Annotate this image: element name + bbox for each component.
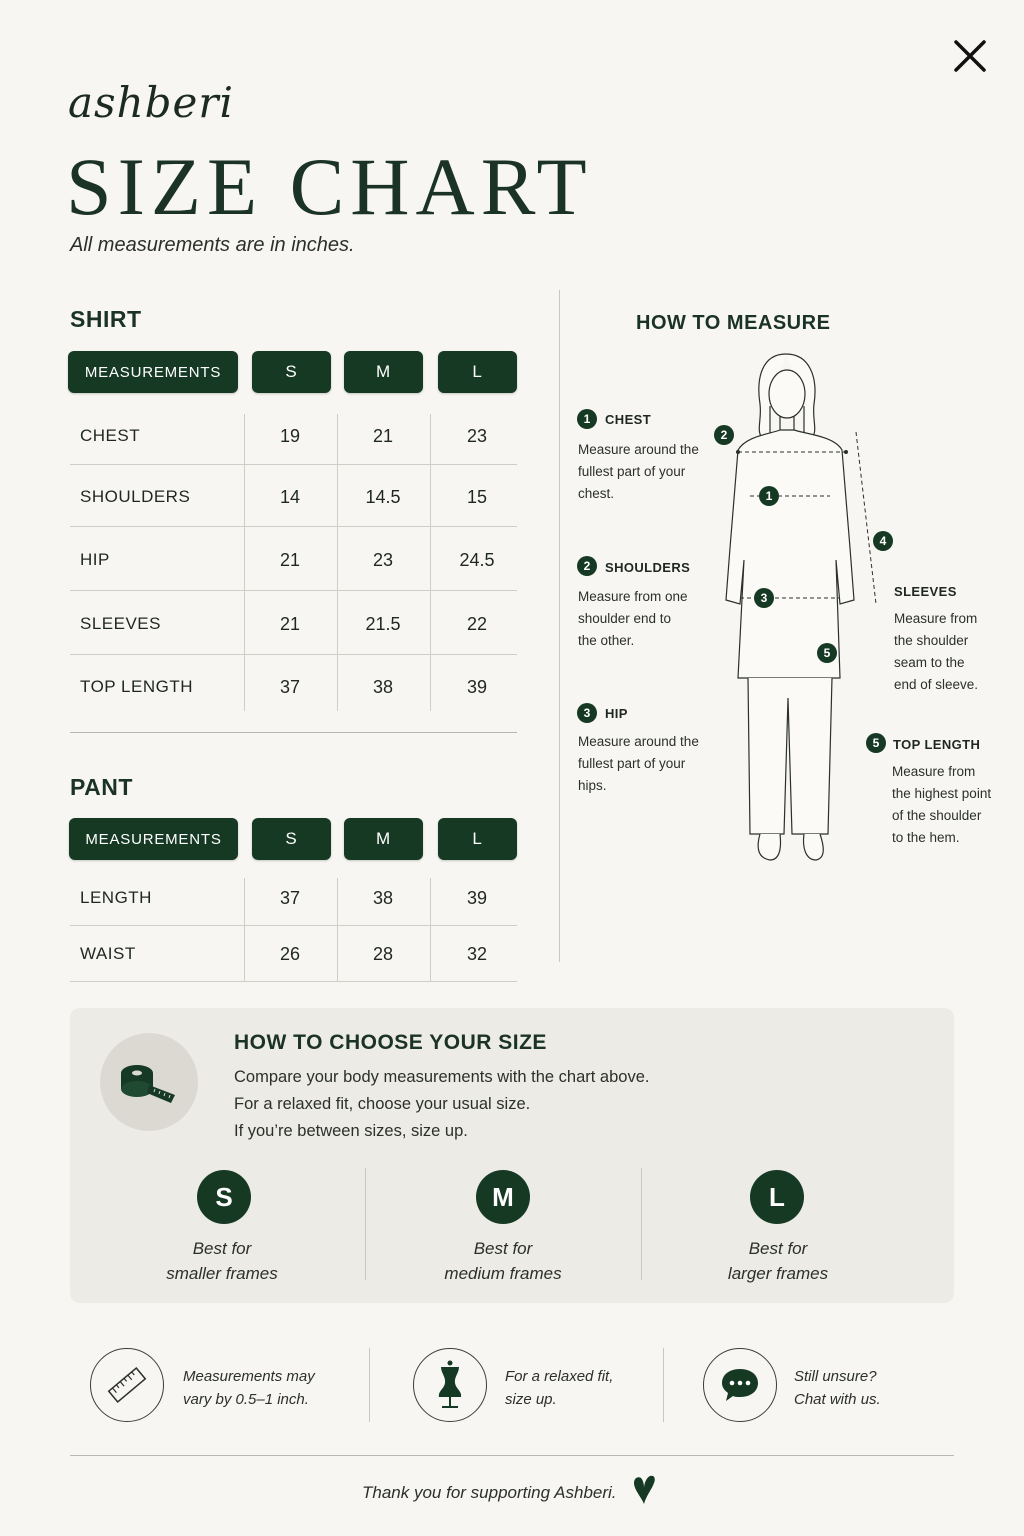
ruler-icon (90, 1348, 164, 1422)
measure-sleeves-desc: Measure from the shoulder seam to the end of sleeve. (894, 611, 979, 692)
pant-header-l: L (438, 818, 517, 860)
tape-measure-icon (100, 1033, 198, 1131)
figure-badge-2: 2 (714, 425, 734, 445)
cell-l: 39 (466, 887, 488, 908)
pant-header-m: M (344, 818, 423, 860)
measure-chest-title: CHEST (605, 412, 652, 427)
tip-chat-with-us[interactable]: Still unsure? Chat with us. (794, 1368, 881, 1408)
footer-divider (70, 1455, 954, 1456)
step-badge-3: 3 (577, 703, 597, 723)
figure-badge-3: 3 (754, 588, 774, 608)
cell-s: 21 (279, 613, 301, 634)
shirt-section-title: SHIRT (70, 306, 142, 332)
size-l-badge: L (750, 1170, 804, 1224)
cell-s: 21 (279, 549, 301, 570)
cell-s: 26 (279, 943, 301, 964)
cell-l: 32 (466, 943, 488, 964)
choose-size-title: HOW TO CHOOSE YOUR SIZE (234, 1031, 547, 1054)
row-label: CHEST (80, 426, 141, 445)
choose-size-line: If you’re between sizes, size up. (234, 1122, 468, 1140)
size-m-desc: Best for medium frames (444, 1239, 562, 1283)
cell-l: 22 (466, 613, 488, 634)
tip-measurement-variance: Measurements may vary by 0.5–1 inch. (183, 1368, 315, 1408)
cell-l: 23 (466, 425, 488, 446)
close-button[interactable] (950, 36, 990, 76)
pant-section-title: PANT (70, 774, 133, 800)
cell-l: 24.5 (459, 549, 495, 570)
measure-shoulders-desc: Measure from one shoulder end to the other. (578, 589, 688, 648)
measure-hip-desc: Measure around the fullest part of your hips. (578, 734, 699, 793)
pant-header-measurements: MEASUREMENTS (69, 818, 238, 860)
cell-m: 21.5 (365, 613, 401, 634)
cell-s: 37 (279, 676, 301, 697)
size-s-desc: Best for smaller frames (166, 1239, 278, 1283)
section-divider (559, 290, 560, 962)
dress-form-icon (413, 1348, 487, 1422)
cell-m: 38 (372, 676, 394, 697)
measure-top-length-title: TOP LENGTH (893, 737, 981, 752)
cell-m: 14.5 (365, 486, 401, 507)
row-label: LENGTH (80, 888, 152, 907)
cell-l: 39 (466, 676, 488, 697)
step-badge-2: 2 (577, 556, 597, 576)
measure-sleeves-title: SLEEVES (894, 584, 957, 599)
cell-l: 15 (466, 486, 488, 507)
shirt-header-m: M (344, 351, 423, 393)
row-label: WAIST (80, 944, 136, 963)
step-badge-5: 5 (866, 733, 886, 753)
measure-shoulders-title: SHOULDERS (605, 560, 691, 575)
chat-bubble-icon[interactable] (703, 1348, 777, 1422)
cell-m: 23 (372, 549, 394, 570)
row-label: SLEEVES (80, 614, 161, 633)
close-icon (950, 36, 990, 76)
row-label: HIP (80, 550, 110, 569)
cell-m: 21 (372, 425, 394, 446)
page-title: SIZE CHART (66, 141, 593, 232)
choose-size-line: Compare your body measurements with the chart above. (234, 1068, 650, 1086)
heart-icon (630, 1474, 658, 1506)
choose-size-line: For a relaxed fit, choose your usual size. (234, 1095, 531, 1113)
cell-m: 28 (372, 943, 394, 964)
row-label: SHOULDERS (80, 487, 191, 506)
shirt-header-s: S (252, 351, 331, 393)
cell-m: 38 (372, 887, 394, 908)
size-l-desc: Best for larger frames (727, 1239, 829, 1283)
shirt-header-measurements: MEASUREMENTS (68, 351, 238, 393)
cell-s: 14 (279, 486, 301, 507)
measure-hip-title: HIP (605, 706, 628, 721)
figure-badge-5: 5 (817, 643, 837, 663)
pant-header-s: S (252, 818, 331, 860)
shirt-header-l: L (438, 351, 517, 393)
size-s-badge: S (197, 1170, 251, 1224)
cell-s: 19 (279, 425, 301, 446)
cell-s: 37 (279, 887, 301, 908)
tip-relaxed-fit: For a relaxed fit, size up. (505, 1368, 614, 1408)
measure-top-length-desc: Measure from the highest point of the shoulder to the hem. (892, 764, 992, 845)
step-badge-4: 4 (873, 531, 893, 551)
footer-thanks: Thank you for supporting Ashberi. (362, 1483, 617, 1502)
row-label: TOP LENGTH (80, 677, 194, 696)
measure-chest-desc: Measure around the fullest part of your chest. (578, 442, 699, 501)
step-badge-1: 1 (577, 409, 597, 429)
size-m-badge: M (476, 1170, 530, 1224)
page-subtitle: All measurements are in inches. (70, 234, 355, 256)
figure-badge-1: 1 (759, 486, 779, 506)
how-to-measure-title: HOW TO MEASURE (636, 312, 831, 334)
brand-logo: ashberi (68, 78, 234, 127)
